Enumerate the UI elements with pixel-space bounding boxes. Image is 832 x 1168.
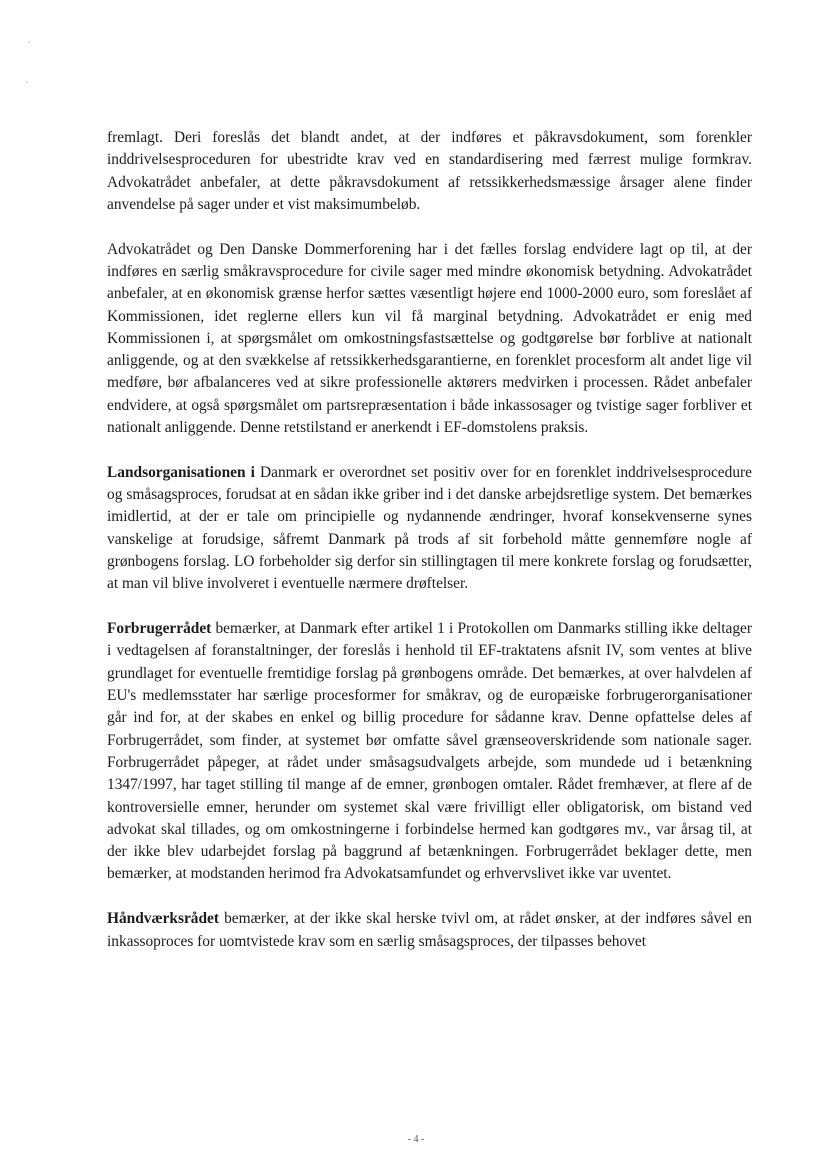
body-text: [107, 127, 752, 975]
paragraph-text: Advokatrådet og Den Danske Dommerforening har i det fælles forslag endvidere lagt op til, at der indføres en særlig småkravsprocedure for civile sager med mindre økonomisk betydning. Advokatrådet anbefaler, at en økonomisk grænse herfor sættes væsentligt højere end 1000-2000 euro, som foreslået af Kommissionen, idet reglerne ellers kun vil få marginal betydning. Advokatrådet er enig med Kommissionen i, at spørgsmålet om omkostningsfastsættelse og godtgørelse bør forblive at nationalt anliggende, og at den svækkelse af retssikkerhedsgarantierne, en forenklet procesform alt andet lige vil medføre, bør afbalanceres ved at sikre professionelle aktørers medvirken i processen. Rådet anbefaler endvidere, at også spørgsmålet om partsrepræsentation i både inkassosager og tvistige sager forbliver et nationalt anliggende. Denne retstilstand er anerkendt i EF-domstolens praksis.: [107, 240, 752, 437]
scan-speck: [26, 82, 28, 83]
page-number: - 4 -: [407, 1134, 425, 1145]
paragraph-lead: Landsorganisationen i: [107, 463, 255, 481]
paragraph-text: bemærker, at der ikke skal herske tvivl om, at rådet ønsker, at der indføres såvel en inkassoproces for uomtvistede krav som en særlig småsagsproces, der tilpasses behovet: [107, 910, 752, 950]
paragraph-text: fremlagt. Deri foreslås det blandt andet, at der indføres et påkravsdokument, som forenkler inddrivelsesproceduren for ubestridte krav ved en standardisering med færrest mulige formkrav. Advokatrådet anbefaler, at dette påkravsdokument af retssikkerhedsmæssige årsager alene finder anvendelse på sager under et vist maksimumbeløb.: [107, 129, 752, 213]
paragraph-landsorganisationen: [107, 462, 752, 596]
paragraph-forbrugerraadet: [107, 618, 752, 886]
paragraph-text: Danmark er overordnet set positiv over for en forenklet inddrivelsesprocedure og småsagsproces, forudsat at en sådan ikke griber ind i det danske arbejdsretlige system. Det bemærkes imidlertid, at der er tale om principielle og nydannende ændringer, hvoraf konsekvenserne synes vanskelige at forudsige, såfremt Danmark på trods af sit forbehold måtte gennemføre nogle af grønbogens forslag. LO forbeholder sig derfor sin stillingtagen til mere konkrete forslag og forudsætter, at man vil blive involveret i eventuelle nærmere drøftelser.: [107, 463, 752, 593]
paragraph-haandvaerksraadet: [107, 908, 752, 953]
paragraph-text: bemærker, at Danmark efter artikel 1 i Protokollen om Danmarks stilling ikke deltager i vedtagelsen af foranstaltninger, der foreslås i henhold til EF-traktatens afsnit IV, som ventes at blive grundlaget for eventuelle fremtidige forslag på grønbogens område. Det bemærkes, at over halvdelen af EU's medlemsstater har særlige procesformer for småkrav, og de europæiske forbrugerorganisationer går ind for, at der skabes en enkel og billig procedure for sådanne krav. Denne opfattelse deles af Forbrugerrådet, som finder, at systemet bør omfatte såvel grænseoverskridende som nationale sager. Forbrugerrådet påpeger, at rådet under småsagsudvalgets arbejde, som mundede ud i betænkning 1347/1997, har taget stilling til mange af de emner, grønbogen omtaler. Rådet fremhæver, at flere af de kontroversielle emner, herunder om systemet skal være frivilligt eller obligatorisk, om bistand ved advokat skal tillades, og om omkostningerne i forbindelse hermed kan godtgøres mv., var årsag til, at der ikke blev udarbejdet forslag på baggrund af betænkningen. Forbrugerrådet beklager dette, men bemærker, at modstanden herimod fra Advokatsamfundet og erhvervslivet ikke var uventet.: [107, 620, 752, 883]
paragraph-lead: Forbrugerrådet: [107, 620, 212, 638]
paragraph-advokatraadet-smaakrav: [107, 239, 752, 440]
scan-speck: [28, 42, 30, 43]
paragraph-lead: Håndværksrådet: [107, 910, 220, 928]
paragraph-advokatraadet-paakrav: [107, 127, 752, 216]
